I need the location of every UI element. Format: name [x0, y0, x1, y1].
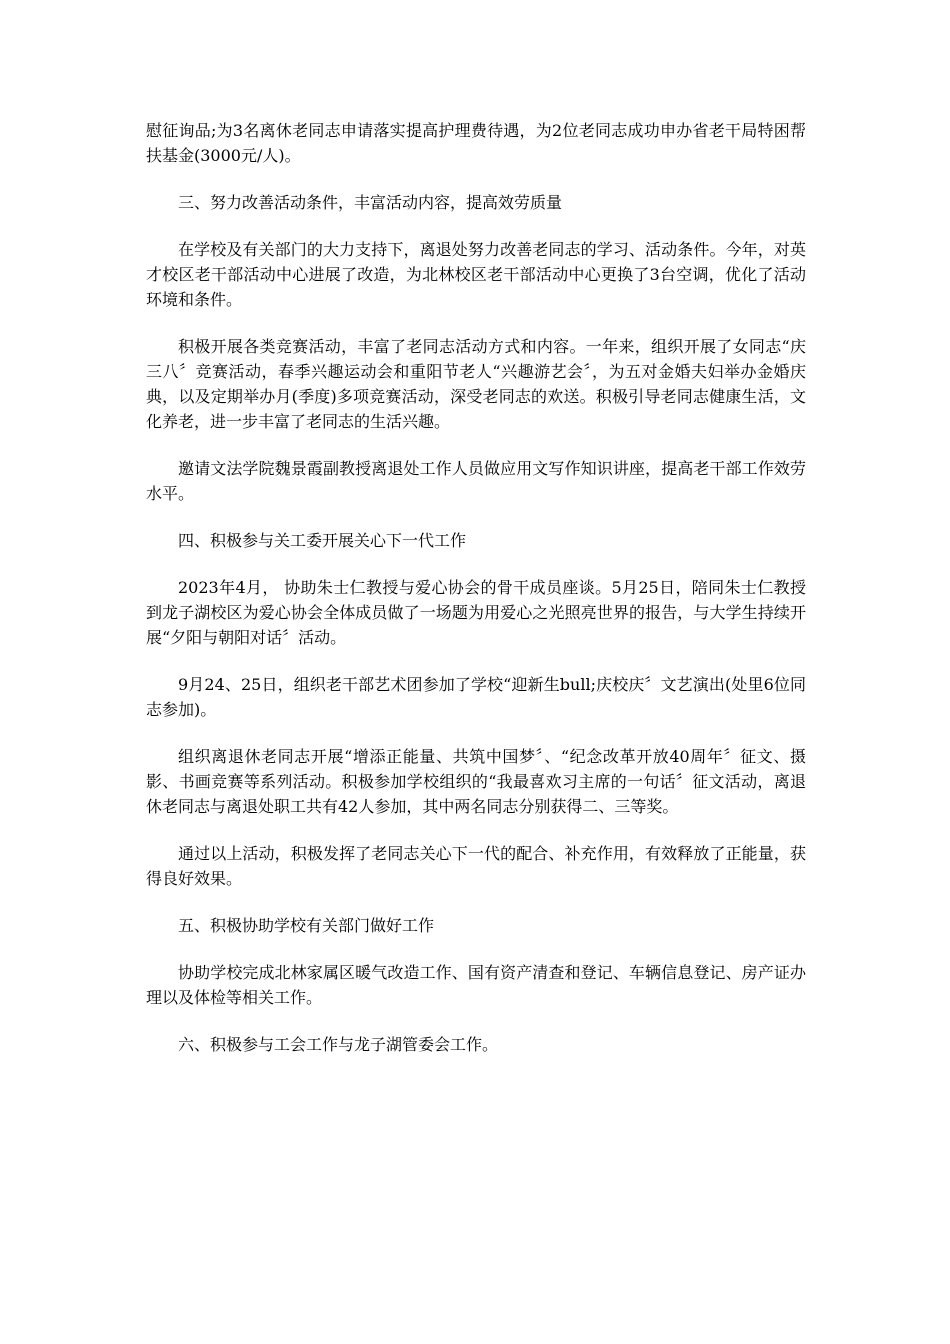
paragraph-summary: 通过以上活动，积极发挥了老同志关心下一代的配合、补充作用，有效释放了正能量，获得良好效果。	[146, 844, 806, 888]
paragraph-continuation: 慰征询品;为3名离休老同志申请落实提高护理费待遇，为2位老同志成功申办省老干局特困帮扶基金(3000元/人)。	[146, 121, 806, 165]
section-heading-5: 五、积极协助学校有关部门做好工作	[178, 916, 435, 935]
section-heading-4: 四、积极参与关工委开展关心下一代工作	[178, 531, 467, 550]
paragraph-essay-contest: 组织离退休老同志开展“增添正能量、共筑中国梦〞、“纪念改革开放40周年〞征文、摄影、书画竞赛等系列活动。积极参加学校组织的“我最喜欢习主席的一句话〞征文活动，离退休老同志与离退处职工共有42人参加，其中两名同志分别获得二、三等奖。	[146, 747, 806, 816]
paragraph-september-performance: 9月24、25日，组织老干部艺术团参加了学校“迎新生bull;庆校庆〞文艺演出(处里6位同志参加)。	[146, 675, 806, 719]
paragraph-april-forum: 2023年4月， 协助朱士仁教授与爱心协会的骨干成员座谈。5月25日，陪同朱士仁教授到龙子湖校区为爱心协会全体成员做了一场题为用爱心之光照亮世界的报告，与大学生持续开展“夕阳与朝阳对话〞活动。	[146, 578, 806, 647]
paragraph-competitions: 积极开展各类竞赛活动，丰富了老同志活动方式和内容。一年来，组织开展了女同志“庆三八〞竞赛活动，春季兴趣运动会和重阳节老人“兴趣游艺会〞，为五对金婚夫妇举办金婚庆典，以及定期举办月(季度)多项竞赛活动，深受老同志的欢送。积极引导老同志健康生活，文化养老，进一步丰富了老同志的生活兴趣。	[146, 337, 806, 431]
section-heading-6: 六、积极参与工会工作与龙子湖管委会工作。	[178, 1035, 499, 1054]
paragraph-assist-departments: 协助学校完成北林家属区暖气改造工作、国有资产清查和登记、车辆信息登记、房产证办理以及体检等相关工作。	[146, 963, 806, 1007]
paragraph-activity-conditions: 在学校及有关部门的大力支持下，离退处努力改善老同志的学习、活动条件。今年，对英才校区老干部活动中心进展了改造，为北林校区老干部活动中心更换了3台空调，优化了活动环境和条件。	[146, 240, 806, 309]
document-page	[146, 118, 806, 1079]
section-heading-3: 三、努力改善活动条件，丰富活动内容，提高效劳质量	[178, 193, 563, 212]
paragraph-lecture: 邀请文法学院魏景霞副教授离退处工作人员做应用文写作知识讲座，提高老干部工作效劳水平。	[146, 459, 806, 503]
